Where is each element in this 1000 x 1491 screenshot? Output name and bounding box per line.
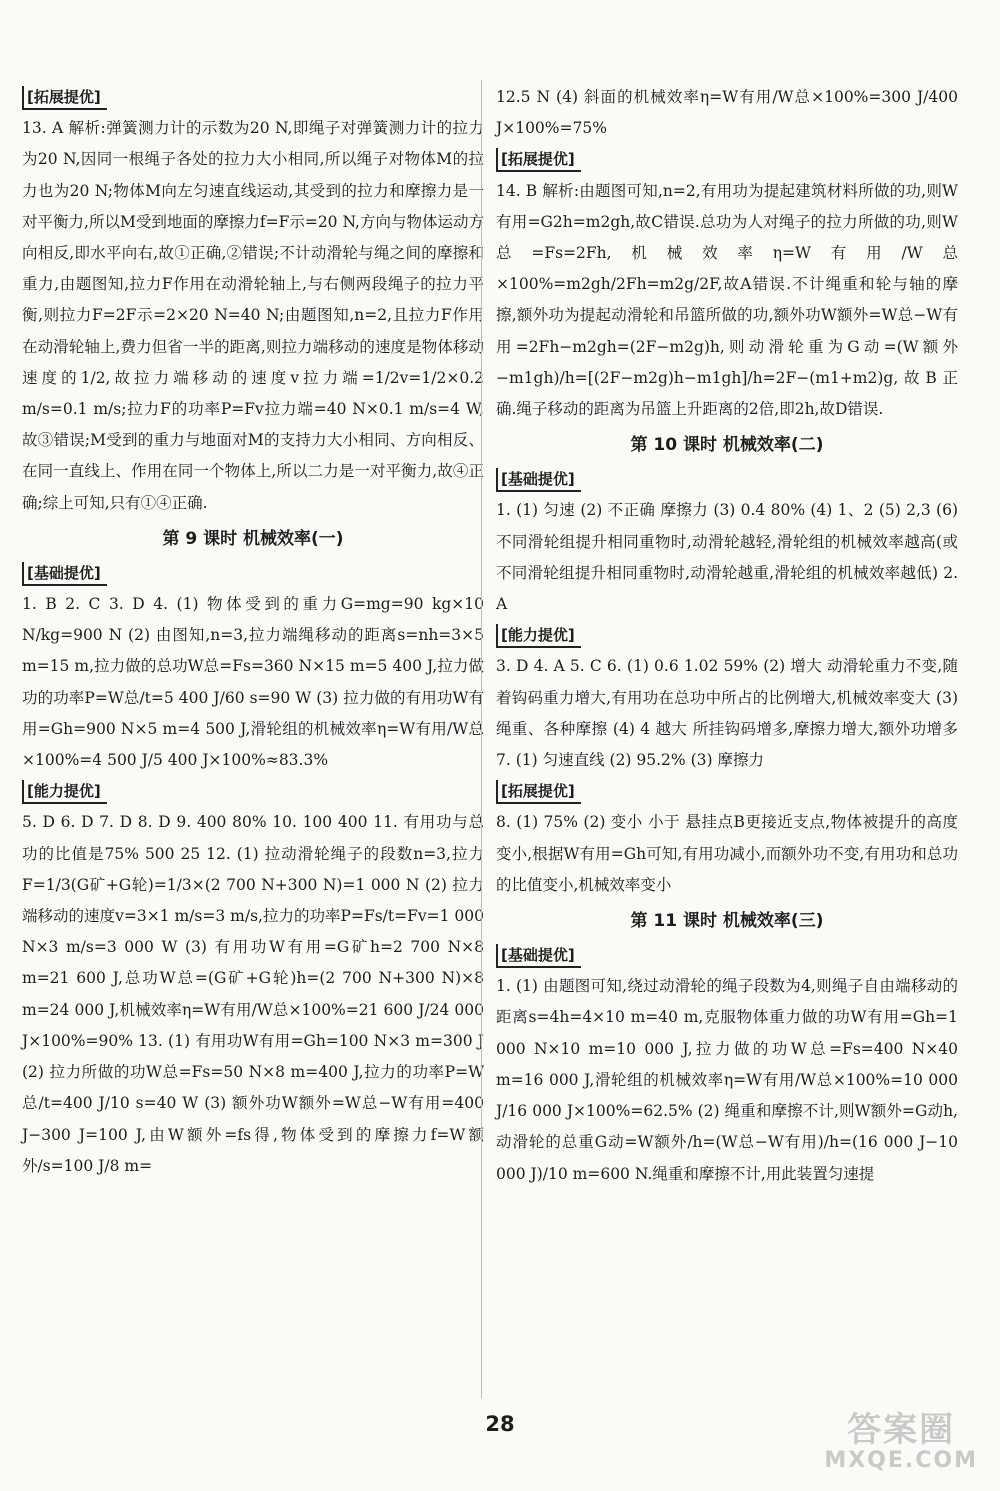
watermark-logo: [824, 1411, 978, 1473]
section-header: [基础提优]: [22, 562, 107, 586]
section-header: [基础提优]: [496, 468, 581, 492]
lesson-title: 第 10 课时 机械效率(二): [630, 435, 824, 456]
section-header-wrap: [22, 558, 484, 589]
section-header: [能力提优]: [22, 780, 107, 804]
section-header: [拓展提优]: [22, 86, 107, 110]
answer-paragraph: 14. B 解析:由题图可知,n=2,有用功为提起建筑材料所做的功,则W有用=G2h=m2gh,故C错误.总功为人对绳子的拉力所做的功,则W总=Fs=2Fh,机械效率η=W有用/W总×100%=m2gh/2Fh=m2g/2F,故A错误.不计绳重和轮与轴的摩擦,额外功为提起动滑轮和吊篮所做的功,额外功W额外=W总−W有用=2Fh−m2gh=(2F−m2g)h,则动滑轮重为G动=(W额外−m1gh)/h=[(2F−m2g)h−m1gh]/h=2F−(m1+m2)g,故B正确.绳子移动的距离为吊篮上升距离的2倍,即2h,故D错误.: [496, 181, 958, 419]
answer-paragraph: 8. (1) 75% (2) 变小 小于 悬挂点B更接近支点,物体被提升的高度变小,根据W有用=Gh可知,有用功减小,而额外功不变,有用功和总功的比值变小,机械效率变小: [496, 813, 958, 894]
watermark-line1: 答案圈: [847, 1410, 956, 1450]
answer-paragraph: 1. (1) 由题图可知,绕过动滑轮的绳子段数为4,则绳子自由端移动的距离s=4h=4×10 m=40 m,克服物体重力做的功W有用=Gh=1 000 N×10 m=10 000 J,拉力做的功W总=Fs=400 N×40 m=16 000 J,滑轮组的机械效率η=W有用/W总×100%=10 000 J/16 000 J×100%=62.5% (2) 绳重和摩擦不计,则W额外=G动h,动滑轮的总重G动=W额外/h=(W总−W有用)/h=(16 000 J−10 000 J)/10 m=600 N.绳重和摩擦不计,用此装置匀速提: [496, 977, 958, 1183]
section-header-wrap: [496, 940, 958, 971]
section-header-wrap: [22, 776, 484, 807]
answer-paragraph: 1. B 2. C 3. D 4. (1) 物体受到的重力G=mg=90 kg×10 N/kg=900 N (2) 由图知,n=3,拉力端绳移动的距离s=nh=3×5 m=15 m,拉力做的总功W总=Fs=360 N×15 m=5 400 J,拉力做功的功率P=W总/t=5 400 J/60 s=90 W (3) 拉力做的有用功W有用=Gh=900 N×5 m=4 500 J,滑轮组的机械效率η=W有用/W总×100%=4 500 J/5 400 J×100%≈83.3%: [22, 595, 484, 770]
right-column: [496, 82, 958, 1190]
answer-paragraph: 1. (1) 匀速 (2) 不正确 摩擦力 (3) 0.4 80% (4) 1、2 (5) 2,3 (6) 不同滑轮组提升相同重物时,动滑轮越轻,滑轮组的机械效率越高(或不同滑轮组提升相同重物时,动滑轮越重,滑轮组的机械效率越低) 2. A: [496, 501, 958, 614]
section-header: [能力提优]: [496, 624, 581, 648]
answer-paragraph: 5. D 6. D 7. D 8. D 9. 400 80% 10. 100 400 11. 有用功与总功的比值是75% 500 25 12. (1) 拉动滑轮绳子的段数n=3,拉力F=1/3(G矿+G轮)=1/3×(2 700 N+300 N)=1 000 N (2) 拉力端移动的速度v=3×1 m/s=3 m/s,拉力的功率P=Fs/t=Fv=1 000 N×3 m/s=3 000 W (3) 有用功W有用=G矿h=2 700 N×8 m=21 600 J,总功W总=(G矿+G轮)h=(2 700 N+300 N)×8 m=24 000 J,机械效率η=W有用/W总×100%=21 600 J/24 000 J×100%=90% 13. (1) 有用功W有用=Gh=100 N×3 m=300 J (2) 拉力所做的功W总=Fs=50 N×8 m=400 J,拉力的功率P=W总/t=400 J/10 s=40 W (3) 额外功W额外=W总−W有用=400 J−300 J=100 J,由W额外=fs得,物体受到的摩擦力f=W额外/s=100 J/8 m=: [22, 813, 484, 1175]
section-header-wrap: [496, 620, 958, 651]
column-divider: [481, 80, 482, 1398]
watermark-line2: MXQE.COM: [824, 1448, 978, 1473]
answer-paragraph: 13. A 解析:弹簧测力计的示数为20 N,即绳子对弹簧测力计的拉力为20 N,因同一根绳子各处的拉力大小相同,所以绳子对物体M的拉力也为20 N;物体M向左匀速直线运动,其受到的拉力和摩擦力是一对平衡力,所以M受到地面的摩擦力f=F示=20 N,方向与物体运动方向相反,即水平向右,故①正确,②错误;不计动滑轮与绳之间的摩擦和重力,由题图知,拉力F作用在动滑轮轴上,与右侧两段绳子的拉力平衡,则拉力F=2F示=2×20 N=40 N;由题图知,n=2,且拉力F作用在动滑轮轴上,费力但省一半的距离,则拉力端移动的速度是物体移动速度的1/2,故拉力端移动的速度v拉力端=1/2v=1/2×0.2 m/s=0.1 m/s;拉力F的功率P=Fv拉力端=40 N×0.1 m/s=4 W,故③错误;M受到的重力与地面对M的支持力大小相同、方向相反、在同一直线上、作用在同一个物体上,所以二力是一对平衡力,故④正确;综上可知,只有①④正确.: [22, 119, 484, 512]
answer-paragraph: 3. D 4. A 5. C 6. (1) 0.6 1.02 59% (2) 增大 动滑轮重力不变,随着钩码重力增大,有用功在总功中所占的比例增大,机械效率变大 (3) 绳重、各种摩擦 (4) 4 越大 所挂钩码增多,摩擦力增大,额外功增多 7. (1) 匀速直线 (2) 95.2% (3) 摩擦力: [496, 657, 958, 770]
section-header: [拓展提优]: [496, 148, 581, 172]
section-header-wrap: [496, 776, 958, 807]
section-header: [基础提优]: [496, 944, 581, 968]
section-header-wrap: [496, 464, 958, 495]
section-header: [拓展提优]: [496, 780, 581, 804]
page-number: 28: [485, 1412, 515, 1436]
left-column: [22, 82, 484, 1182]
section-header-wrap: [22, 82, 484, 113]
lesson-title: 第 11 课时 机械效率(三): [630, 911, 824, 932]
answer-paragraph: 12.5 N (4) 斜面的机械效率η=W有用/W总×100%=300 J/400 J×100%=75%: [496, 88, 958, 138]
lesson-title: 第 9 课时 机械效率(一): [162, 528, 344, 549]
section-header-wrap: [496, 144, 958, 175]
